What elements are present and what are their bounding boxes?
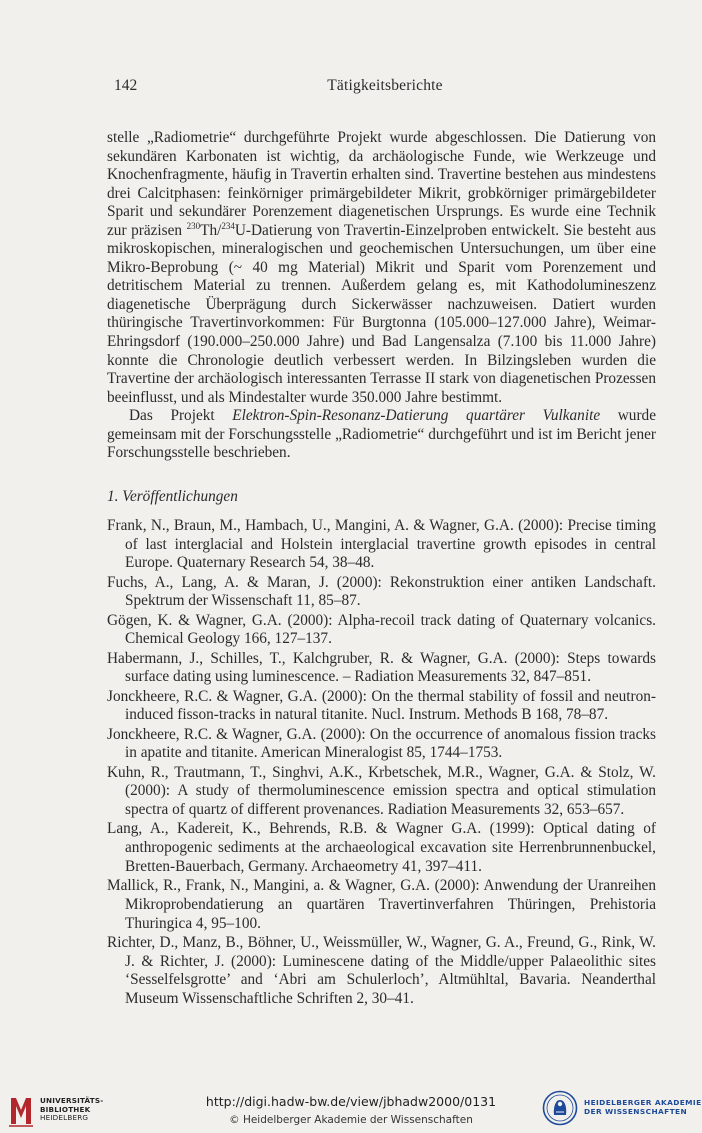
project-title: Elektron-Spin-Resonanz-Datierung quartärer Vulkanite xyxy=(232,407,601,425)
reference-entry: Habermann, J., Schilles, T., Kalchgruber, R. & Wagner, G.A. (2000): Steps towards surface dating using luminescence. – Radiation Measurements 32, 847–851. xyxy=(107,649,656,686)
reference-entry: Richter, D., Manz, B., Böhner, U., Weissmüller, W., Wagner, G. A., Freund, G., Rink, W. J. & Richter, J. (2000): Luminescene dating of the Middle/upper Palaeolithic sites ‘Sesselfelsgrotte’ and ‘Abri am Schulerloch’, Altmühltal, Bavaria. Neanderthal Museum Wissenschaftliche Schriften 2, 30–41. xyxy=(107,933,656,1007)
academy-seal-icon xyxy=(542,1090,578,1126)
paragraph-text: U-Datierung von Travertin-Einzelproben entwickelt. Sie besteht aus mikroskopischen, mineralogischen und geochemischen Untersuchungen, um über eine Mikro-Beprobung (~ 40 mg Material) Mikrit und Sparit vom Porenzement und detritischem Material zu trennen. Außerdem gelang es, mit Kathodolumineszenz diagenetische Überprägung durch Sickerwässer nachzuweisen. Datiert wurden thüringische Travertinvorkommen: Für Burgtonna (105.000–127.000 Jahre), Weimar-Ehringsdorf (190.000–250.000 Jahre) und Bad Langensalza (7.100 bis 11.000 Jahre) konnte die Chronologie deutlich verbessert werden. In Bilzingsleben wurden die Travertine der archäologisch interessanten Terrasse II stark von diagenetischen Prozessen beeinflusst, und als Mindestalter wurde 350.000 Jahre bestimmt. xyxy=(107,221,656,406)
reference-entry: Fuchs, A., Lang, A. & Maran, J. (2000): Rekonstruktion einer antiken Landschaft. Spektrum der Wissenschaft 11, 85–87. xyxy=(107,573,656,610)
body-text xyxy=(107,129,656,463)
paragraph-text: wurde gemeinsam mit der Forschungsstelle „Radiometrie“ durchgeführt und ist im Bericht jener Forschungsstelle beschrieben. xyxy=(107,407,656,462)
reference-entry: Gögen, K. & Wagner, G.A. (2000): Alpha-recoil track dating of Quaternary volcanics. Chemical Geology 166, 127–137. xyxy=(107,611,656,648)
reference-entry: Mallick, R., Frank, N., Mangini, a. & Wagner, G.A. (2000): Anwendung der Uranreihen Mikroprobendatierung an quartären Travertinverfahren Thüringen, Prehistoria Thuringica 4, 95–100. xyxy=(107,877,656,932)
academy-logo[interactable] xyxy=(542,1090,700,1128)
reference-entry: Frank, N., Braun, M., Hambach, U., Mangini, A. & Wagner, G.A. (2000): Precise timing of last interglacial and Holstein interglacial travertine growth episodes in central Europe. Quaternary Research 54, 38–48. xyxy=(107,517,656,572)
logo-line: UNIVERSITÄTS- xyxy=(40,1096,104,1105)
paragraph-esr-project xyxy=(107,407,656,463)
copyright-notice: © Heidelberger Akademie der Wissenschaften xyxy=(229,1114,473,1126)
section-heading-publications: 1. Veröffentlichungen xyxy=(107,488,238,505)
page-number: 142 xyxy=(114,77,138,94)
paragraph-text: Th/ xyxy=(200,221,222,239)
reference-entry: Lang, A., Kadereit, K., Behrends, R.B. & Wagner G.A. (1999): Optical dating of anthropogenic sediments at the archaeological excavation site Herrenbrunnenbuckel, Bretten-Bauerbach, Germany. Archaeometry 41, 397–411. xyxy=(107,820,656,875)
logo-line: BIBLIOTHEK xyxy=(40,1104,91,1114)
logo-line: HEIDELBERGER AKADEMIE xyxy=(584,1098,702,1107)
running-title: Tätigkeitsberichte xyxy=(327,77,443,94)
paragraph-text: Das Projekt xyxy=(129,407,233,425)
permalink-url[interactable]: http://digi.hadw-bw.de/view/jbhadw2000/0131 xyxy=(205,1094,497,1109)
logo-line: DER WISSENSCHAFTEN xyxy=(584,1107,688,1117)
academy-text xyxy=(584,1098,702,1116)
logo-line: HEIDELBERG xyxy=(40,1113,89,1123)
reference-entry: Jonckheere, R.C. & Wagner, G.A. (2000): On the occurrence of anomalous fission tracks in apatite and titanite. American Mineralogist 85, 1744–1753. xyxy=(107,725,656,762)
paragraph-radiometrie xyxy=(107,129,656,407)
superscript-234: 234 xyxy=(221,220,235,231)
superscript-230: 230 xyxy=(186,220,201,231)
paragraph-text: stelle „Radiometrie“ durchgeführte Projekt wurde abgeschlossen. Die Datierung von sekundären Karbonaten ist wichtig, da archäologische Funde, wie Werkzeuge und Knochenfragmente, häufig in Travertin erhalten sind. Travertine bestehen aus mindestens drei Calcitphasen: feinkörniger primärgebildeter Mikrit, grobkörniger primärgebildeter Sparit und sekundärer Porenzement diagenetischen Ursprungs. Es wurde eine Technik zur präzisen xyxy=(107,129,656,239)
reference-entry: Kuhn, R., Trautmann, T., Singhvi, A.K., Krbetschek, M.R., Wagner, G.A. & Stolz, W. (2000): A study of thermoluminescence emission spectra and optical stimulation spectra of quartz of different provenances. Radiation Measurements 32, 653–657. xyxy=(107,763,656,819)
reference-list xyxy=(107,517,656,1009)
reference-entry: Jonckheere, R.C. & Wagner, G.A. (2000): On the thermal stability of fossil and neutron-induced fisson-tracks in natural titanite. Nucl. Instrum. Methods B 168, 78–87. xyxy=(107,687,656,724)
